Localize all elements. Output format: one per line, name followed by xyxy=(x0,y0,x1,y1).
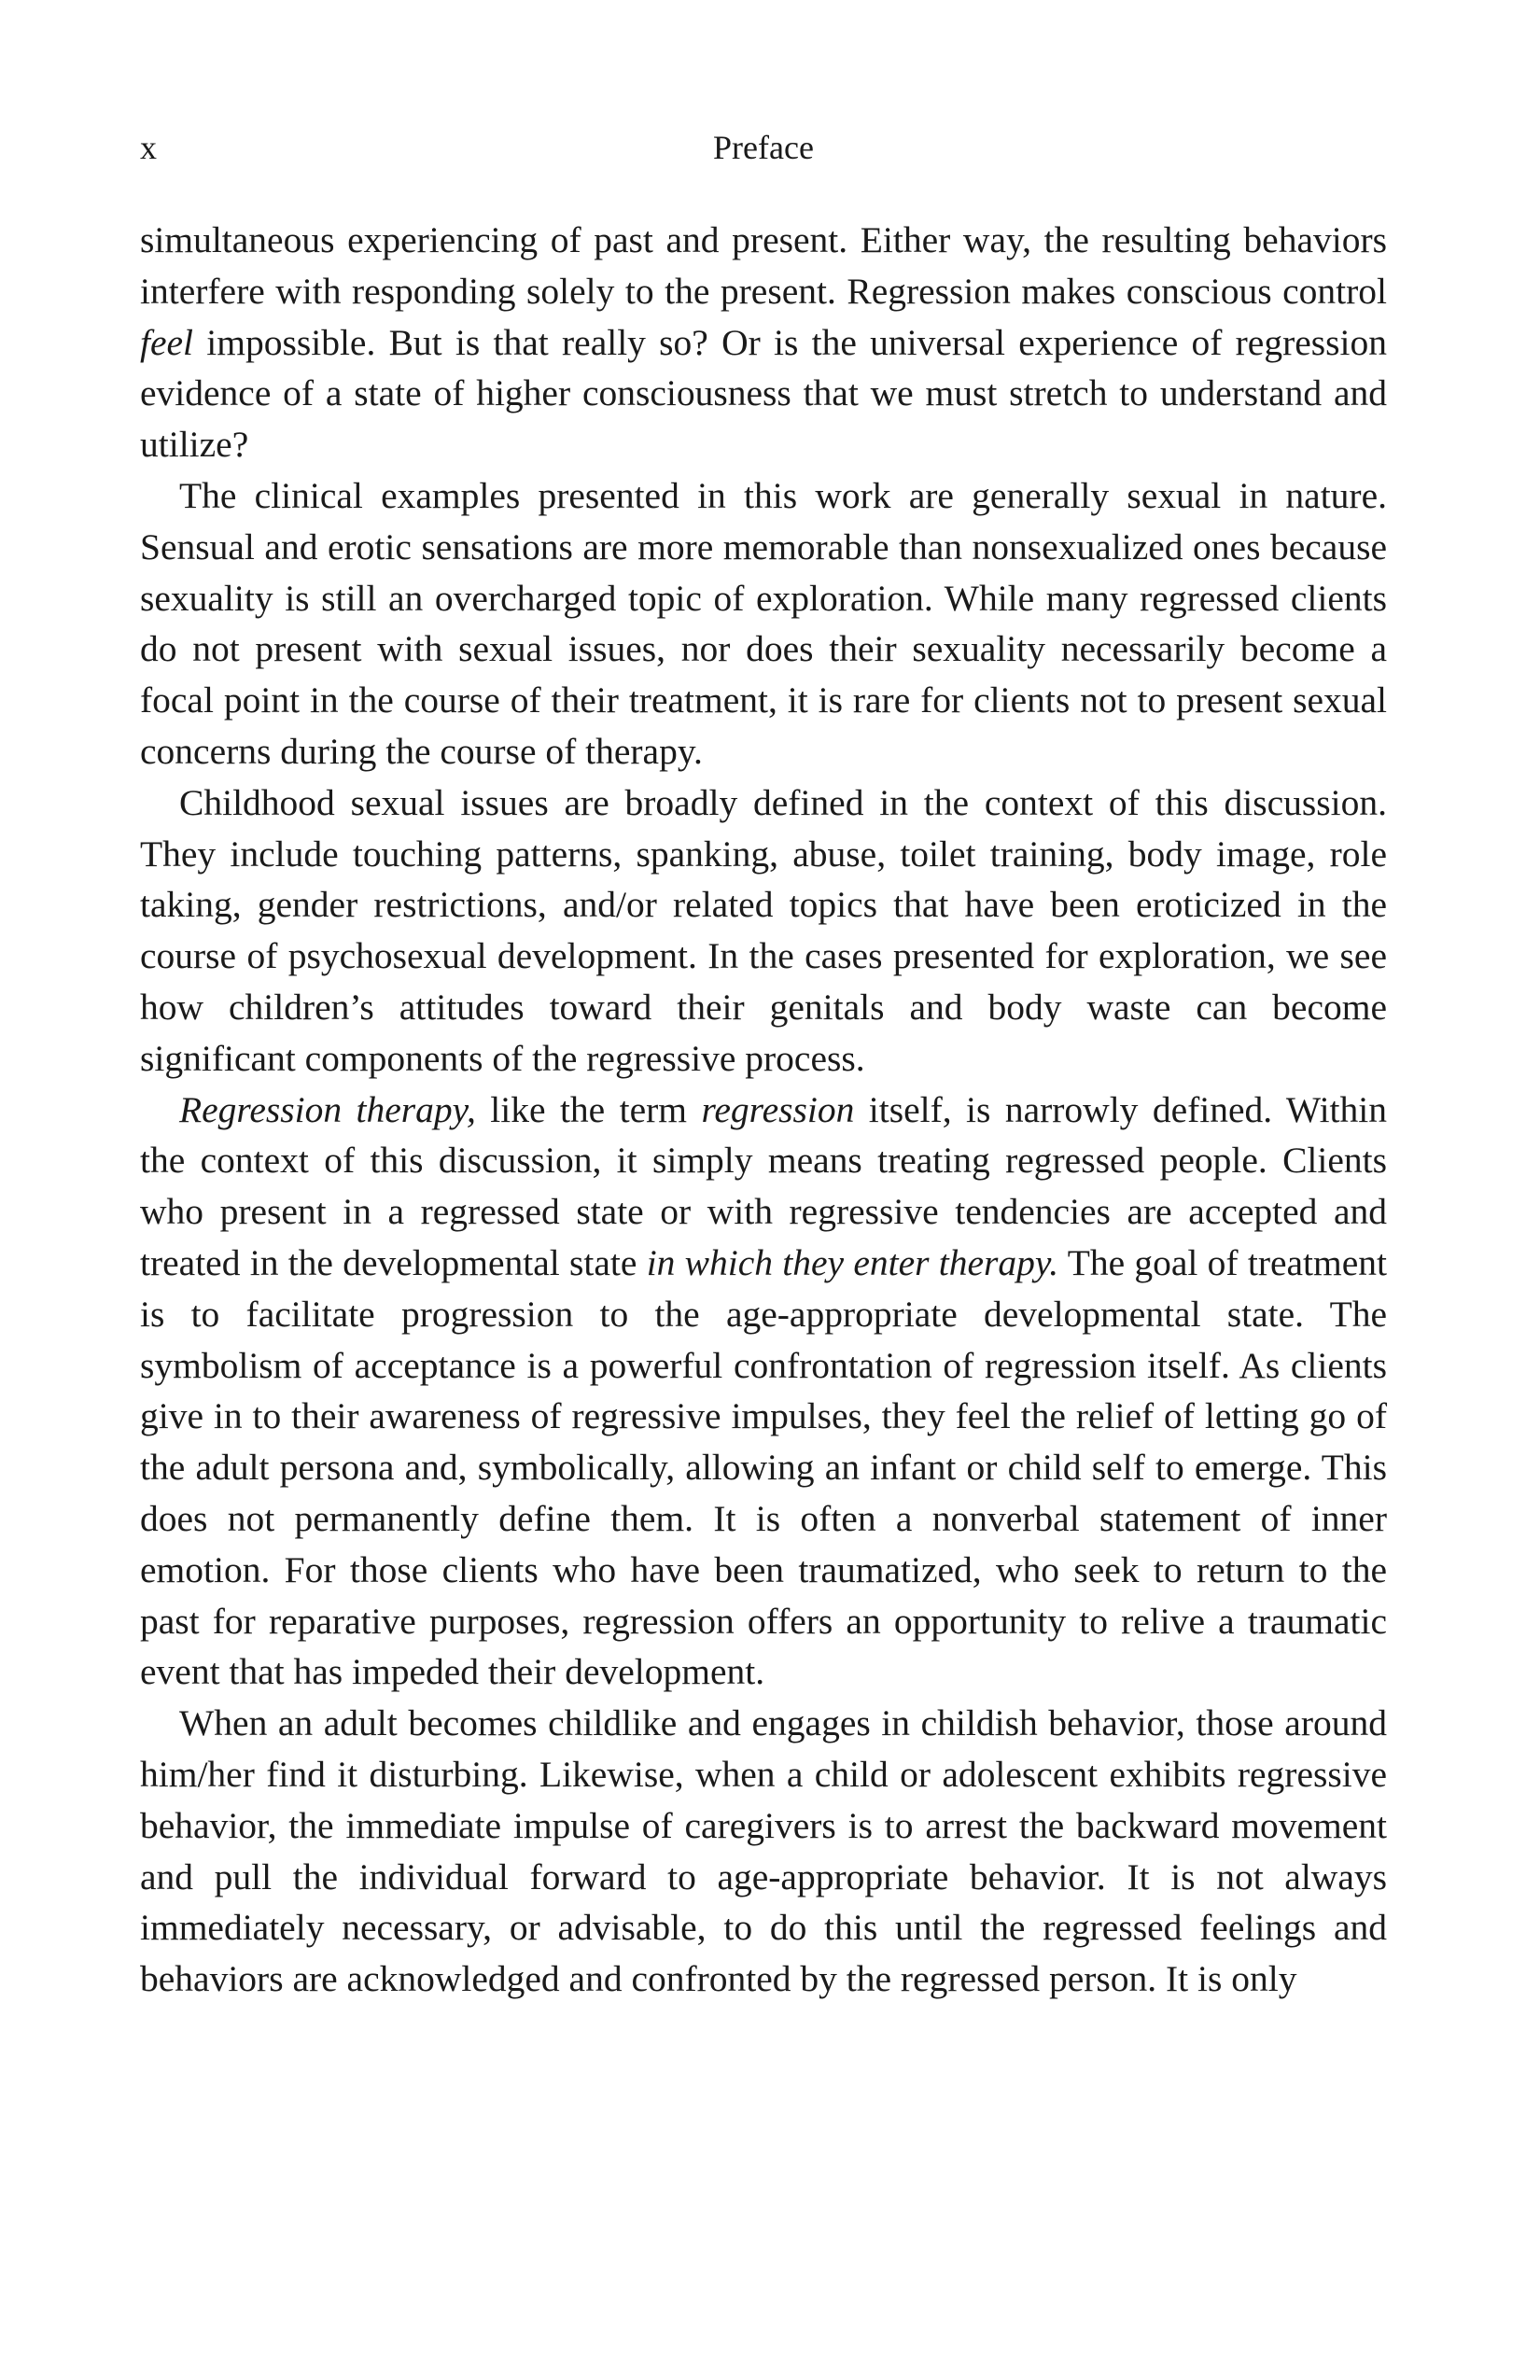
text-run: The goal of treatment is to facilitate progression to the age-appropriate developmental state. The symbolism of acceptance is a powerful confrontation of regression itself. As clients give in to their awareness of regressive impulses, they feel the relief of letting go of the adult persona and, symbolically, allowing an infant or child self to emerge. This does not permanently define them. It is often a nonverbal statement of inner emotion. For those clients who have been traumatized, who seek to return to the past for reparative purposes, regression offers an opportunity to relive a traumatic event that has impeded their development. xyxy=(140,1241,1387,1693)
running-head-title: Preface xyxy=(713,129,814,166)
text-run: simultaneous experiencing of past and present. Either way, the resulting behaviors interfere with responding solely to the present. Regression makes conscious control xyxy=(140,219,1387,312)
paragraph xyxy=(140,215,1387,470)
text-run: The clinical examples presented in this work are generally sexual in nature. Sensual and erotic sensations are more memorable than nonsexualized ones because sexuality is still an overcharged topic of exploration. While many regressed clients do not present with sexual issues, nor does their sexuality necessarily become a focal point in the course of their treatment, it is rare for clients not to present sexual concerns during the course of therapy. xyxy=(140,474,1387,772)
book-page xyxy=(140,0,1387,2380)
page-number: x xyxy=(140,129,157,166)
paragraph xyxy=(140,1698,1387,2005)
text-run: Childhood sexual issues are broadly defined in the context of this discussion. They include touching patterns, spanking, abuse, toilet training, body image, role taking, gender restrictions, and/or related topics that have been eroticized in the course of psychosexual development. In the cases presented for exploration, we see how children’s attitudes toward their genitals and body waste can become significant components of the regressive process. xyxy=(140,781,1387,1079)
italic-run: regression xyxy=(701,1088,855,1130)
italic-run: in which they enter therapy. xyxy=(646,1241,1059,1283)
text-run: When an adult becomes childlike and engages in childish behavior, those around him/her find it disturbing. Likewise, when a child or adolescent exhibits regressive behavior, the immediate impulse of caregivers is to arrest the backward movement and pull the individual forward to age-appropriate behavior. It is not always immediately necessary, or advisable, to do this until the regressed feelings and behaviors are acknowledged and confronted by the regressed person. It is only xyxy=(140,1702,1387,2000)
text-run: itself, is narrowly defined. Within the context of this discussion, it simply means treating regressed people. Clients who present in a regressed state or with regressive tendencies are accepted and treated in the developmental state xyxy=(140,1088,1388,1283)
paragraph xyxy=(140,470,1387,777)
italic-run: feel xyxy=(140,321,194,363)
italic-run: Regression therapy, xyxy=(179,1088,476,1130)
running-head xyxy=(140,129,1387,166)
paragraph xyxy=(140,1085,1387,1699)
body-text xyxy=(140,215,1387,2005)
text-run: impossible. But is that really so? Or is the universal experience of regression evidence of a state of higher consciousness that we must stretch to understand and utilize? xyxy=(140,321,1387,466)
paragraph xyxy=(140,777,1387,1085)
text-run: like the term xyxy=(475,1088,702,1130)
